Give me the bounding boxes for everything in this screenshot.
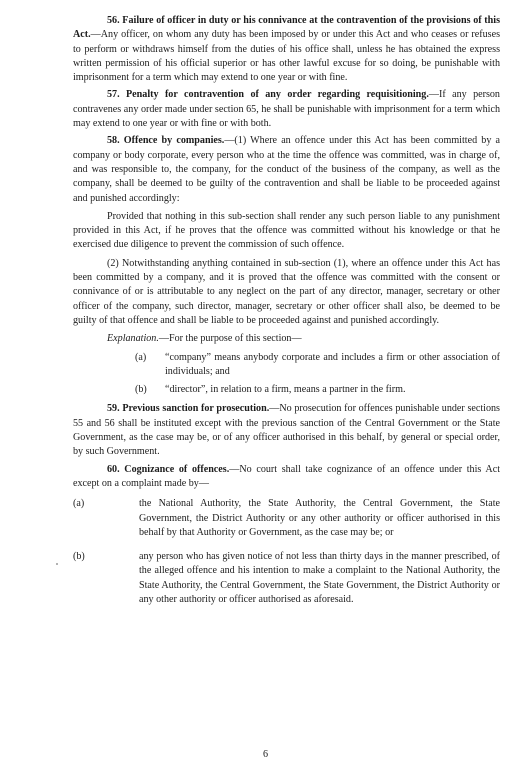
scan-speck xyxy=(56,563,58,565)
section-58-proviso: Provided that nothing in this sub-section shall render any such person liable to any punishment provided in this Act, if he proves that the offence was committed without his knowledge or that he exercised due diligence to prevent the commission of such offence. xyxy=(73,210,500,251)
section-58-body: —(1) Where an offence under this Act has been committed by a company or body corporate, every person who at the time the offence was committed, was in charge of, and was responsible to, the company, for the conduct of the business of the company, as well as the company, shall be deemed to be guilty of the contravention and shall be liable to be proceeded against and punished accordingly: xyxy=(73,135,500,204)
section-58-explanation xyxy=(73,332,500,346)
definition-text: “director”, in relation to a firm, means a partner in the firm. xyxy=(165,384,406,396)
section-57 xyxy=(73,88,500,131)
section-59 xyxy=(73,402,500,459)
section-60-heading: 60. Cognizance of offences. xyxy=(107,463,230,475)
clauses-list xyxy=(73,497,500,607)
definitions-list xyxy=(73,351,500,398)
section-57-body: —If any person contravenes any order made under section 65, he shall be punishable with imprisonment for a term which may extend to one year or with fine or with both. xyxy=(73,89,500,130)
clause-text: the National Authority, the State Authority, the Central Government, the State Government, the District Authority or any other authority or officer authorised in this behalf by that Authority or Government, as the case may be; or xyxy=(139,498,500,538)
definition-item xyxy=(135,383,500,397)
definition-text: “company” means anybody corporate and includes a firm or other association of individuals; and xyxy=(165,351,500,377)
explanation-label: Explanation. xyxy=(107,333,159,345)
explanation-text: —For the purpose of this section— xyxy=(158,333,302,345)
section-58-heading: 58. Offence by companies. xyxy=(107,135,225,147)
clause-label: (a) xyxy=(73,498,85,510)
section-56-body: —Any officer, on whom any duty has been imposed by or under this Act and who ceases or refuses to perform or withdraws himself from the duties of his office shall, unless he has obtained the express written permission of his official superior or has other lawful excuse for so doing, be punishable with imprisonment for a term which may extend to one year or with fine. xyxy=(73,29,500,84)
section-57-heading: 57. Penalty for contravention of any order regarding requisitioning. xyxy=(107,89,429,101)
section-60 xyxy=(73,463,500,492)
clause-item xyxy=(73,550,500,607)
section-56 xyxy=(73,14,500,85)
page-number: 6 xyxy=(262,749,269,760)
clause-label: (b) xyxy=(73,551,85,563)
section-59-heading: 59. Previous sanction for prosecution. xyxy=(107,403,270,415)
section-60-body: —No court shall take cognizance of an offence under this Act except on a complaint made by— xyxy=(73,463,500,489)
section-58 xyxy=(73,134,500,205)
definition-label: (a) xyxy=(135,351,147,363)
section-58-subsection-2: (2) Notwithstanding anything contained in sub-section (1), where an offence under this Act has been committed by a company, and it is proved that the offence was committed with the consent or connivance of or is attributable to any neglect on the part of any director, manager, secretary or other officer of the company, such director, manager, secretary or other officer shall also, be deemed to be guilty of that offence and shall be liable to be proceeded against and punished accordingly. xyxy=(73,257,500,326)
definition-item xyxy=(135,351,500,380)
section-56-heading: 56. Failure of officer in duty or his connivance at the contravention of the provisions of this Act. xyxy=(73,15,500,41)
clause-item xyxy=(73,497,500,540)
definition-label: (b) xyxy=(135,384,147,396)
clause-text: any person who has given notice of not less than thirty days in the manner prescribed, of the alleged offence and his intention to make a complaint to the National Authority, the State Authority, the Central Government, the State Government, the District Authority or any other authority or officer authorised as aforesaid. xyxy=(139,551,500,605)
section-59-body: —No prosecution for offences punishable under sections 55 and 56 shall be instituted except with the previous sanction of the Central Government or the State Government, as the case may be, or of any officer authorised in this behalf, by general or special order, by such Government. xyxy=(73,403,500,458)
